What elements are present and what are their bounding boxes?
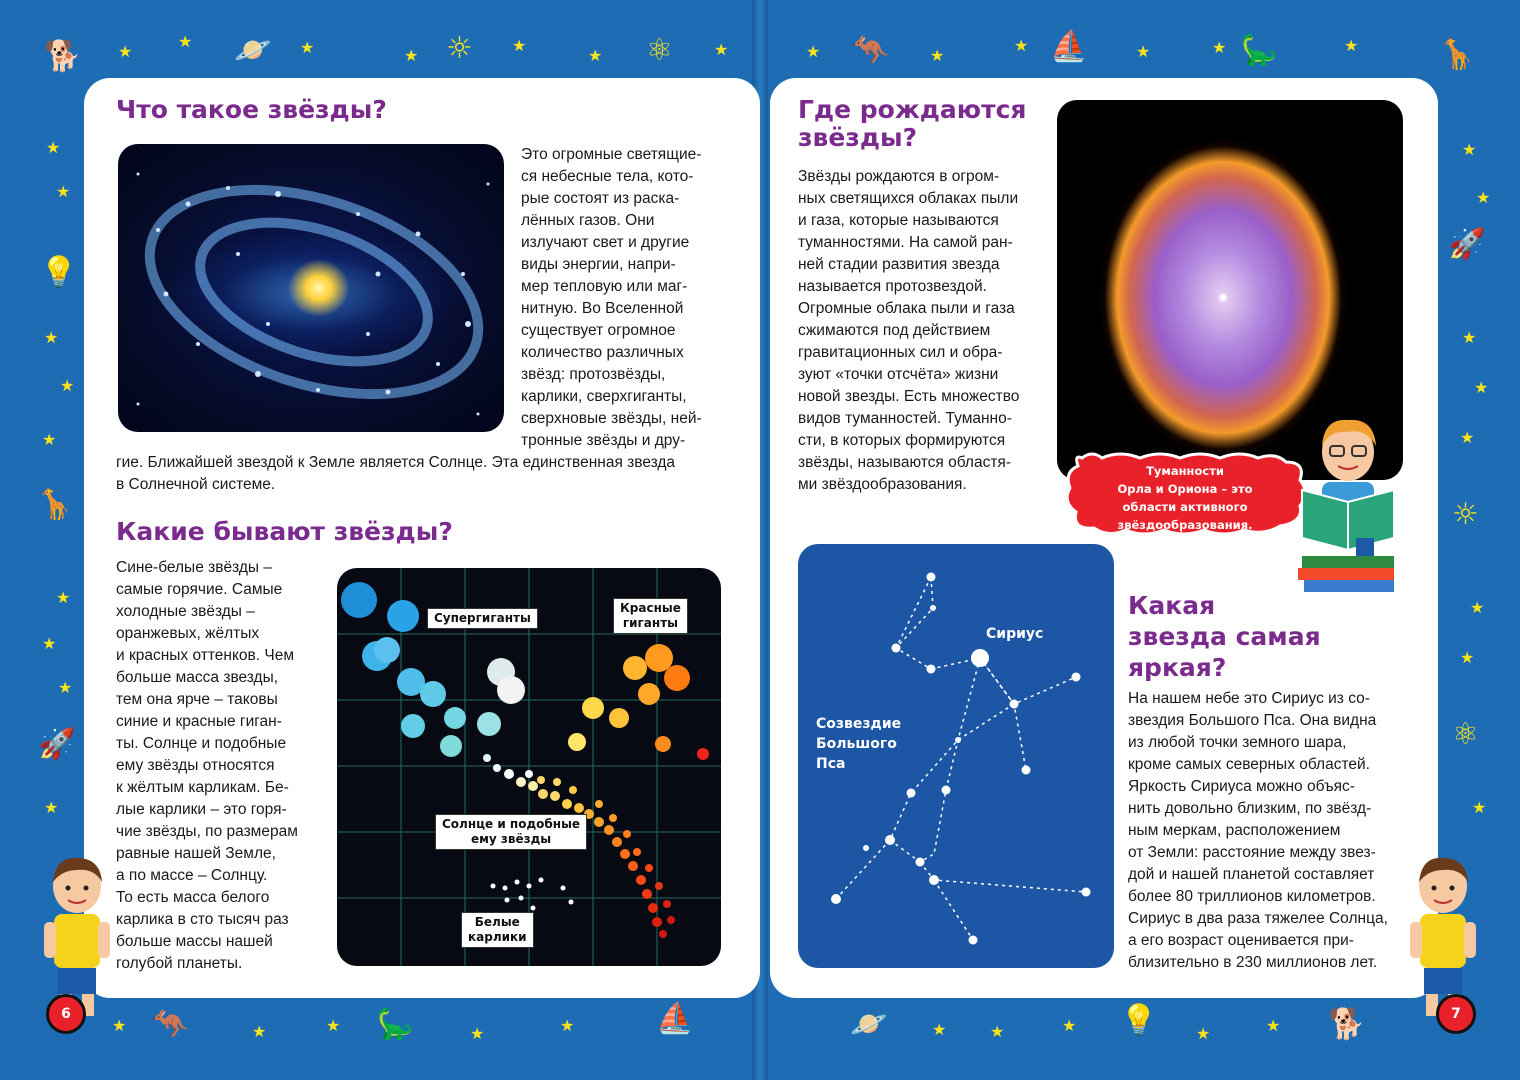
dinosaur-icon: 🦕 — [376, 1007, 414, 1042]
star-icon: ★ — [1062, 1016, 1077, 1035]
label-sun-like-stars: Солнце и подобные ему звёзды — [435, 814, 587, 850]
star-icon: ★ — [1460, 648, 1475, 667]
sun-icon: ☼ — [446, 31, 473, 66]
star-icon: ★ — [326, 1016, 341, 1035]
section-title-where-stars-born: Где рождаются звёзды? — [798, 95, 1027, 152]
star-icon: ★ — [112, 1016, 127, 1035]
where-stars-born-text: Звёзды рождаются в огром- ных светящихся облаках пыли и газа, которые называются туманностями. На самой ран- ней стадии развития звезда называется протозвездой. Огромные облака пыли и газа сжимаются под действием гравитационных сил и обра- зуют «точки отсчёта» жизни новой звезды. Есть множество видов туманностей. Туманно- сти, в которых формируются звёзды, называются областя- ми звёздообразования. — [798, 168, 1020, 493]
atom-icon: ⚛ — [646, 33, 673, 68]
star-icon: ★ — [60, 376, 75, 395]
planet-icon: 🪐 — [234, 33, 272, 68]
star-icon: ★ — [470, 1024, 485, 1043]
star-icon: ★ — [56, 182, 71, 201]
star-icon: ★ — [588, 46, 603, 65]
star-icon: ★ — [560, 1016, 575, 1035]
speech-bubble-text: Туманности Орла и Ориона – это области активного звёздообразования. — [1117, 464, 1253, 532]
star-icon: ★ — [1196, 1024, 1211, 1043]
atom-icon: ⚛ — [1452, 717, 1479, 752]
sun-icon: ☼ — [1452, 497, 1479, 532]
galaxy-photo — [118, 144, 504, 432]
star-icon: ★ — [930, 46, 945, 65]
star-icon: ★ — [1462, 140, 1477, 159]
lightbulb-icon: 💡 — [40, 255, 78, 290]
star-icon: ★ — [42, 634, 57, 653]
star-icon: ★ — [1460, 428, 1475, 447]
kangaroo-icon: 🦘 — [152, 1007, 190, 1042]
star-icon: ★ — [58, 678, 73, 697]
star-icon: ★ — [1136, 42, 1151, 61]
lightbulb-icon: 💡 — [1120, 1003, 1158, 1038]
giraffe-icon: 🦒 — [36, 487, 74, 522]
star-icon: ★ — [44, 328, 59, 347]
label-white-dwarfs: Белые карлики — [461, 912, 534, 948]
star-icon: ★ — [252, 1022, 267, 1041]
constellation-canis-major — [798, 544, 1114, 968]
star-icon: ★ — [714, 40, 729, 59]
dog-icon: 🐕 — [1328, 1007, 1366, 1042]
kangaroo-icon: 🦘 — [852, 33, 890, 68]
star-icon: ★ — [1472, 798, 1487, 817]
sirius-label: Сириус — [986, 626, 1044, 642]
brightest-star-text: На нашем небе это Сириус из со- звездия Большого Пса. Она видна из любой точки земного шара, кроме самых северных областей. Яркость Сириуса можно объяс- нить довольно близким, по звёзд- ным меркам, расположением от Земли: расстояние между звез- дой и нашей планетой составляет более 80 триллионов километров. Сириус в два раза тяжелее Солнца, а его возраст оценивается при- близительно в 230 миллионов лет. — [1128, 690, 1388, 971]
star-icon: ★ — [806, 42, 821, 61]
star-icon: ★ — [990, 1022, 1005, 1041]
what-are-stars-text-bottom: гие. Ближайшей звездой к Земле является Солнце. Эта единственная звезда в Солнечной системе. — [116, 454, 676, 493]
star-icon: ★ — [1344, 36, 1359, 55]
constellation-name: Созвездие Большого Пса — [816, 716, 902, 772]
star-classification-diagram — [337, 568, 721, 966]
what-are-stars-text: Это огромные светящие- ся небесные тела, кото- рые состоят из раска- лённых газов. Они излучают свет и другие виды энергии, напри- мер тепловую или маг- нитную. Во Вселенной существует огромное количество различных звёзд: протозвёзды, карлики, сверхгиганты, сверхновые звёзды, ней- тронные звёзды и дру- — [521, 146, 702, 449]
dog-icon: 🐕 — [44, 39, 82, 74]
star-icon: ★ — [42, 430, 57, 449]
dinosaur-icon: 🦕 — [1240, 33, 1278, 68]
rocket-icon: 🚀 — [38, 727, 76, 762]
star-icon: ★ — [932, 1020, 947, 1039]
star-icon: ★ — [1266, 1016, 1281, 1035]
page-number-right: 7 — [1436, 994, 1476, 1034]
star-icon: ★ — [44, 798, 59, 817]
star-icon: ★ — [118, 42, 133, 61]
ship-icon: ⛵ — [656, 1001, 694, 1036]
star-icon: ★ — [56, 588, 71, 607]
star-icon: ★ — [512, 36, 527, 55]
star-icon: ★ — [1474, 378, 1489, 397]
label-supergiants: Супергиганты — [427, 608, 538, 629]
star-icon: ★ — [300, 38, 315, 57]
page-number-left: 6 — [46, 994, 86, 1034]
star-icon: ★ — [178, 32, 193, 51]
planet-icon: 🪐 — [850, 1007, 888, 1042]
star-icon: ★ — [1014, 36, 1029, 55]
section-title-what-are-stars: Что такое звёзды? — [116, 95, 387, 124]
star-icon: ★ — [1470, 598, 1485, 617]
ship-icon: ⛵ — [1050, 29, 1088, 64]
star-icon: ★ — [1476, 188, 1491, 207]
label-red-giants: Красные гиганты — [613, 598, 688, 634]
star-types-text: Сине-белые звёзды – самые горячие. Самые холодные звёзды – оранжевых, жёлтых и красных оттенков. Чем больше масса звезды, тем она ярче – таковы синие и красные гиган- ты. Солнце и подобные ему звёзды относятся к жёлтым карликам. Бе- лые карлики – это горя- чие звёзды, по размерам равные нашей Земле, а по массе – Солнцу. То есть масса белого карлика в сто тысяч раз больше массы нашей голубой планеты. — [116, 559, 298, 972]
giraffe-icon: 🦒 — [1438, 37, 1476, 72]
star-icon: ★ — [1212, 38, 1227, 57]
star-icon: ★ — [404, 46, 419, 65]
rocket-icon: 🚀 — [1448, 227, 1486, 262]
star-icon: ★ — [1462, 328, 1477, 347]
star-icon: ★ — [46, 138, 61, 157]
boy-reading-book-illustration — [1296, 410, 1402, 596]
section-title-star-types: Какие бывают звёзды? — [116, 517, 453, 546]
section-title-brightest-star: Какая звезда самая яркая? — [1128, 591, 1321, 682]
